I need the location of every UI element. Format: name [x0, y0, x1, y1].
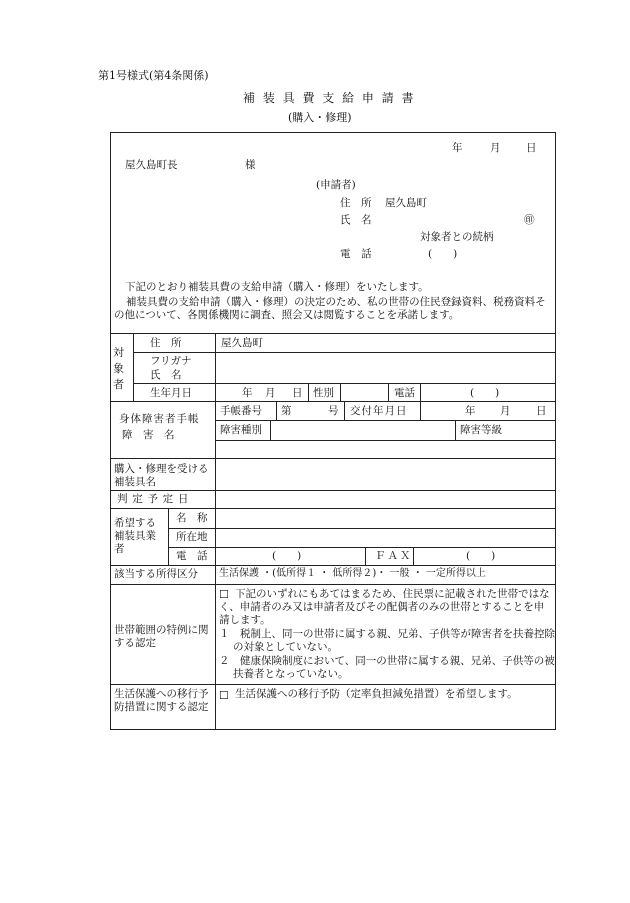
transition-text: 生活保護への移行予防（定率負担減免措置）を希望します。	[235, 688, 518, 700]
income-options: 生活保護 ・(低所得１ ・ 低所得２)・ 一般 ・ 一定所得以上	[219, 568, 486, 579]
applicant-phone-label: 電 話	[340, 248, 372, 260]
household-text: 下記のいずれにもあてはまるため、住民票に記載された世帯ではなく、申請者のみ又は申請者及びその配偶者のみの世帯とすることを申請します。	[219, 588, 550, 626]
subject-phone-parens: ( )	[470, 387, 500, 399]
judgment-date-label: 判定予定日	[117, 493, 194, 505]
income-label: 該当する所得区分	[114, 568, 198, 580]
subject-furigana-label: フリガナ	[150, 355, 192, 367]
handbook-dai: 第	[281, 405, 292, 417]
subject-address-value: 屋久島町	[221, 337, 263, 349]
handbook-number-label: 手帳番号	[220, 405, 262, 417]
applicant-address-label: 住 所	[340, 197, 372, 209]
household-item-2: ２ 健康保険制度において、同一の世帯に属する親、兄弟、子供等の被扶養者となっていない。	[219, 655, 555, 680]
applicant-heading: (申請者)	[316, 179, 356, 191]
form-number: 第1号様式(第4条関係)	[98, 69, 209, 82]
date-month: 月	[490, 142, 501, 154]
transition-label: 生活保護への移行予防措置に関する認定	[114, 688, 209, 713]
vendor-group-label: 希望する補装具業者	[114, 517, 156, 555]
disability-type-label: 障害種別	[220, 424, 262, 436]
vendor-phone-label: 電 話	[176, 550, 208, 562]
birth-year: 年	[242, 387, 253, 399]
issue-date-label: 交付年月日	[350, 405, 408, 417]
applicant-phone-parens: ( )	[428, 248, 458, 260]
disability-name-label: 障 害 名	[122, 429, 175, 441]
vendor-name-label: 名 称	[176, 512, 208, 524]
vendor-phone-parens: ( )	[272, 550, 302, 562]
subject-group-label: 対象者	[113, 346, 124, 391]
handbook-go: 号	[328, 405, 339, 417]
vendor-fax-parens: ( )	[466, 550, 496, 562]
household-label: 世帯範囲の特例に関する認定	[114, 624, 209, 649]
vendor-fax-label: ＦＡＸ	[375, 550, 413, 562]
household-checkbox[interactable]: ☐	[219, 588, 229, 601]
subject-phone-label: 電話	[394, 387, 415, 399]
subject-name-label: 氏 名	[150, 369, 182, 381]
page-title: 補 装 具 費 支 給 申 請 書	[243, 91, 416, 105]
household-item-1: １ 税制上、同一の世帯に属する親、兄弟、子供等が障害者を扶養控除の対象としていない。	[219, 628, 555, 653]
issue-day: 日	[536, 405, 547, 417]
disability-grade-label: 障害等級	[460, 424, 502, 436]
birth-month: 月	[265, 387, 276, 399]
applicant-address-value: 屋久島町	[385, 197, 427, 209]
statement-2: 補装具費の支給申請（購入・修理）の決定のため、私の世帯の住民登録資料、税務資料その他について、各関係機関に調査、照会又は閲覧することを承諾します。	[114, 296, 546, 321]
statement-1: 下記のとおり補装具費の支給申請（購入・修理）をいたします。	[125, 281, 429, 293]
vendor-location-label: 所在地	[176, 531, 208, 543]
date-year: 年	[452, 142, 463, 154]
birth-day: 日	[292, 387, 303, 399]
handbook-label: 身体障害者手帳	[119, 413, 200, 425]
transition-checkbox[interactable]: ☐	[219, 689, 229, 702]
addressee-suffix: 様	[245, 159, 256, 171]
page-subtitle: (購入・修理)	[288, 111, 352, 124]
subject-birth-label: 生年月日	[150, 387, 192, 399]
addressee: 屋久島町長	[125, 159, 178, 171]
date-day: 日	[526, 142, 537, 154]
seal-mark: ㊞	[524, 214, 535, 226]
applicant-name-label: 氏 名	[340, 214, 372, 226]
issue-month: 月	[500, 405, 511, 417]
subject-sex-label: 性別	[313, 387, 334, 399]
issue-year: 年	[465, 405, 476, 417]
relation-label: 対象者との続柄	[420, 231, 494, 243]
subject-address-label: 住 所	[150, 337, 182, 349]
device-label: 購入・修理を受ける補装具名	[114, 463, 209, 488]
